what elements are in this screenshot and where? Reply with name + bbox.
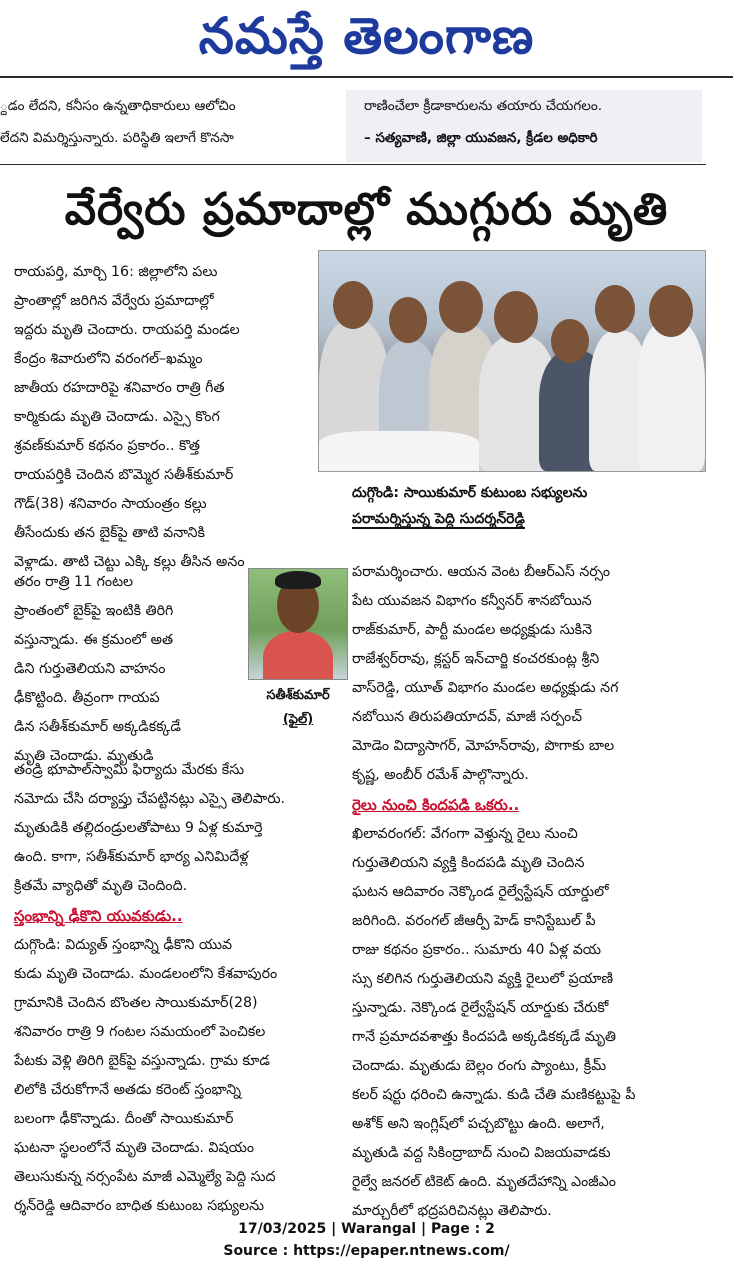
story-line: కుడు మృతి చెందాడు. మండలంలోని కేశవాపురం <box>14 966 278 982</box>
story-line: తెలుసుకున్న నర్సంపేట మాజీ ఎమ్మెల్యే పెద్ది సుద <box>14 1169 276 1185</box>
story-line: బలంగా ఢీకొన్నాడు. దీంతో సాయికుమార్ <box>14 1111 234 1127</box>
story-line: ప్రాంతంలో బైక్‌పై ఇంటికి తిరిగి <box>14 603 174 619</box>
story-line: మృతుడి వద్ద సికింద్రాబాద్ నుంచి విజయవాడకు <box>352 1145 611 1161</box>
story-line: ఖిలావరంగల్: వేగంగా వెళ్తున్న రైలు నుంచి <box>352 826 578 842</box>
quote-attribution: – సత్యవాణి, జిల్లా యువజన, క్రీడల అధికారి <box>364 130 598 146</box>
story-line: నబోయిన తిరుపతియాదవ్, మాజీ సర్పంచ్ <box>352 709 582 725</box>
story-narrow-column <box>14 568 242 771</box>
story-line: రాజేశ్వర్‌రావు, క్లస్టర్ ఇన్‌చార్జి కంచరకుంట్ల శ్రీని <box>352 651 600 667</box>
story-line: మార్చురీలో భద్రపరిచినట్లు తెలిపారు. <box>352 1203 552 1219</box>
portrait-name: సతీశ్‌కుమార్ <box>266 688 330 703</box>
portrait-note: (ఫైల్) <box>282 712 314 727</box>
quote-box <box>346 90 702 162</box>
story-line: రాజు కథనం ప్రకారం.. సుమారు 40 ఏళ్ల వయ <box>352 942 602 958</box>
subheading-train-accident: రైలు నుంచి కిందపడి ఒకరు.. <box>352 796 520 814</box>
story-line: తరం రాత్రి 11 గంటల <box>14 574 134 590</box>
story-line: కలర్ షర్టు ధరించి ఉన్నాడు. కుడి చేతి మణికట్టుపై పీ <box>352 1087 636 1103</box>
caption-line: దుగ్గొండి: సాయికుమార్ కుటుంబ సభ్యులను <box>352 485 588 501</box>
portrait-photo <box>248 568 348 680</box>
story-line: వాస్‌రెడ్డి, యూత్ విభాగం మండల అధ్యక్షుడు నగ <box>352 680 619 696</box>
masthead-divider <box>0 76 733 78</box>
story-line: పేట యువజన విభాగం కన్వీనర్ శానబోయిన <box>352 593 592 609</box>
story-line: స్సు కలిగిన గుర్తుతెలియని వ్యక్తి రైలులో ప్రయాణి <box>352 971 614 987</box>
story-line: తీసేందుకు తన బైక్‌పై తాటి వనానికి <box>14 525 205 541</box>
story-line: డిన సతీశ్‌కుమార్ అక్కడికక్కడే <box>14 719 181 735</box>
headline: వేర్వేరు ప్రమాదాల్లో ముగ్గురు మృతి <box>64 184 669 235</box>
story-line: శనివారం రాత్రి 9 గంటల సమయంలో పెంచికల <box>14 1024 266 1040</box>
story-line: గానే ప్రమాదవశాత్తు కిందపడి అక్కడికక్కడే మృతి <box>352 1029 616 1045</box>
group-photo <box>318 250 706 472</box>
story-line: ఇద్దరు మృతి చెందారు. రాయపర్తి మండల <box>14 322 240 338</box>
story-line: గౌడ్(38) శనివారం సాయంత్రం కల్లు <box>14 496 207 512</box>
story-line: కృష్ణ, అంబీర్ రమేశ్ పాల్గొన్నారు. <box>352 767 529 783</box>
story-line: కార్మికుడు మృతి చెందాడు. ఎస్సై కొంగ <box>14 409 220 425</box>
story-line: మృతుడికి తల్లిదండ్రులతోపాటు 9 ఏళ్ల కుమార్తె <box>14 820 263 836</box>
story-line: తండ్రి భూపాల్‌స్వామి ఫిర్యాదు మేరకు కేసు <box>14 762 245 778</box>
story-line: మృతి చెందాడు. మృతుడి <box>14 748 154 764</box>
story-line: క్రితమే వ్యాధితో మృతి చెందింది. <box>14 878 188 894</box>
masthead <box>0 0 733 72</box>
story-line: ప్రాంతాల్లో జరిగిన వేర్వేరు ప్రమాదాల్లో <box>14 293 214 309</box>
story-line: దుగ్గొండి: విద్యుత్ స్తంభాన్ని ఢీకొని యువ <box>14 937 233 953</box>
story-line: ర్శన్‌రెడ్డి ఆదివారం బాధిత కుటుంబ సభ్యులను <box>14 1198 264 1214</box>
snippet-line: లేదని విమర్శిస్తున్నారు. పరిస్థితి ఇలాగే కొనసా <box>0 130 234 146</box>
story-line: ఉంది. కాగా, సతీశ్‌కుమార్ భార్య ఎనిమిదేళ్ల <box>14 849 249 865</box>
footer-source: Source : https://epaper.ntnews.com/ <box>223 1243 510 1259</box>
footer-edition: 17/03/2025 | Warangal | Page : 2 <box>238 1221 495 1237</box>
story-line: గుర్తుతెలియని వ్యక్తి కిందపడి మృతి చెందిన <box>352 855 585 871</box>
story-line: పేటకు వెళ్లి తిరిగి బైక్‌పై వస్తున్నాడు. గ్రామ కూడ <box>14 1053 270 1069</box>
caption-line: పరామర్శిస్తున్న పెద్ది సుదర్శన్‌రెడ్డి <box>352 511 525 527</box>
photo-caption <box>352 480 702 532</box>
story-line: మోడెం విద్యాసాగర్, మోహన్‌రావు, పొగాకు బాల <box>352 738 615 754</box>
story-line: ఘటన ఆదివారం నెక్కొండ రైల్వేస్టేషన్ యార్డులో <box>352 884 609 900</box>
story-line: రాజ్‌కుమార్, పార్టీ మండల అధ్యక్షుడు సుకినె <box>352 622 593 638</box>
quote-line: రాణించేలా క్రీడాకారులను తయారు చేయగలం. <box>364 98 602 114</box>
story-line: ఢీకొట్టింది. తీవ్రంగా గాయప <box>14 690 160 706</box>
story-line: చెందాడు. మృతుడు బెల్లం రంగు ప్యాంటు, క్రీమ్ <box>352 1058 607 1074</box>
story-right-column <box>352 558 704 1226</box>
story-line: స్తున్నాడు. నెక్కొండ రైల్వేస్టేషన్ యార్డుకు చేరుకో <box>352 1000 609 1016</box>
story-left-lower <box>14 756 350 1221</box>
story-line: కేంద్రం శివారులోని వరంగల్–ఖమ్మం <box>14 351 203 367</box>
newspaper-title: నమస్తే తెలంగాణ <box>198 7 535 65</box>
story-line: లిలోకి చేరుకోగానే అతడు కరెంట్ స్తంభాన్ని <box>14 1082 242 1098</box>
story-line: డిని గుర్తుతెలియని వాహనం <box>14 661 166 677</box>
story-line: అశోక్ అని ఇంగ్లిష్‌లో పచ్చబొట్టు ఉంది. అలాగే, <box>352 1116 605 1132</box>
snippet-line: ్దడం లేదని, కనీసం ఉన్నతాధికారులు ఆలోచిం <box>0 98 236 114</box>
story-line: శ్రవణ్‌కుమార్ కథనం ప్రకారం.. కొత్త <box>14 438 200 454</box>
portrait-caption <box>248 684 348 732</box>
story-line: రైల్వే జనరల్ టికెట్ ఉంది. మృతదేహాన్ని ఎంజీఎం <box>352 1174 616 1190</box>
top-left-snippet <box>0 90 335 154</box>
story-line: పరామర్శించారు. ఆయన వెంట బీఆర్‌ఎస్ నర్సం <box>352 564 611 580</box>
section-divider <box>0 164 706 165</box>
story-line: జరిగింది. వరంగల్ జీఆర్పీ హెడ్ కానిస్టేబుల్ పీ <box>352 913 596 929</box>
page-footer <box>0 1218 733 1262</box>
story-line: జాతీయ రహదారిపై శనివారం రాత్రి గీత <box>14 380 225 396</box>
story-line: ఘటనా స్థలంలోనే మృతి చెందాడు. విషయం <box>14 1140 255 1156</box>
story-line: వెళ్లాడు. తాటి చెట్టు ఎక్కి కల్లు తీసిన అనం <box>14 554 245 570</box>
subheading-pole-accident: స్తంభాన్ని ఢీకొని యువకుడు.. <box>14 907 183 925</box>
story-line: రాయపర్తి, మార్చి 16: జిల్లాలోని పలు <box>14 264 218 280</box>
story-line: నమోదు చేసి దర్యాప్తు చేపట్టినట్లు ఎస్సై తెలిపారు. <box>14 791 286 807</box>
story-line: రాయపర్తికి చెందిన బొమ్మెర సతీశ్‌కుమార్ <box>14 467 234 483</box>
story-line: వస్తున్నాడు. ఈ క్రమంలో అత <box>14 632 174 648</box>
story-line: గ్రామానికి చెందిన బొంతల సాయికుమార్(28) <box>14 995 258 1011</box>
story-left-column <box>14 258 314 577</box>
